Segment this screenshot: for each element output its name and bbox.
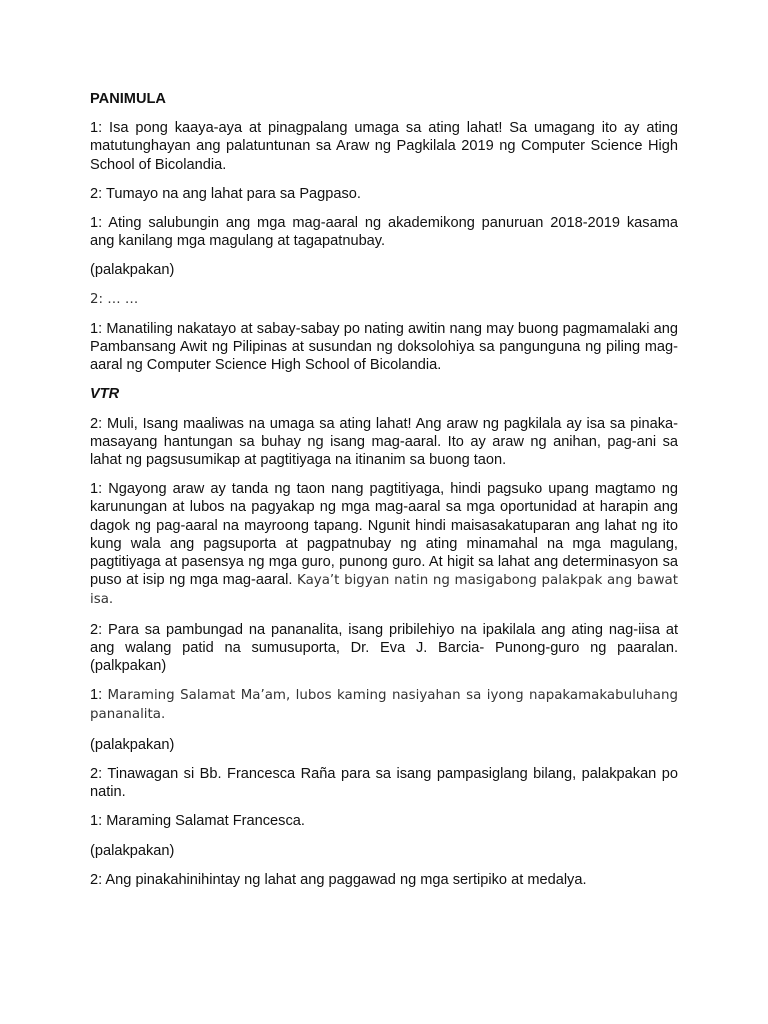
paragraph-awarding: 2: Ang pinakahinihintay ng lahat ang paggawad ng mga sertipiko at medalya. (90, 871, 587, 888)
paragraph-thanks-maam-rest: Maraming Salamat Ma’am, lubos kaming nasiyahan sa iyong napakamakabuluhang pananalita. (90, 688, 678, 723)
paragraph-welcome-students: 1: Ating salubungin ang mga mag-aaral ng akademikong panuruan 2018-2019 kasama ang kanilang mga magulang at tagapatnubay. (90, 215, 678, 250)
paragraph-national-anthem: 1: Manatiling nakatayo at sabay-sabay po nating awitin nang may buong pagmamalaki ang Pambansang Awit ng Pilipinas at susundan ng doksolohiya sa pangunguna ng piling mag-aaral ng Computer Science High School of Bicolandia. (90, 320, 678, 374)
paragraph-perseverance (90, 480, 678, 609)
paragraph-applause-3: (palakpakan) (90, 842, 175, 859)
paragraph-perseverance-tail: Kaya’t bigyan natin ng masigabong palakpak ang bawat isa. (90, 573, 678, 608)
paragraph-thanks-francesca: 1: Maraming Salamat Francesca. (90, 813, 305, 830)
document-page (90, 90, 678, 900)
paragraph-intermission-number: 2: Tinawagan si Bb. Francesca Raña para sa isang pampasiglang bilang, palakpakan po natin. (90, 765, 678, 801)
paragraph-stand-up: 2: Tumayo na ang lahat para sa Pagpaso. (90, 185, 361, 202)
paragraph-recognition-day: 2: Muli, Isang maaliwas na umaga sa ating lahat! Ang araw ng pagkilala ay isa sa pinaka-masayang hantungan sa buhay ng isang mag-aaral. Ito ay araw ng anihan, pag-ani sa lahat ng pagsusumikap at pagtitiyaga na itinanim sa buong taon. (90, 415, 678, 469)
paragraph-thanks-maam-lead: 1: (90, 687, 108, 704)
heading-vtr: VTR (90, 386, 120, 403)
paragraph-opening-greeting: 1: Isa pong kaaya-aya at pinagpalang umaga sa ating lahat! Sa umagang ito ay ating matutunghayan ang palatuntunan sa Araw ng Pagkilala 2019 ng Computer Science High School of Bicolandia. (90, 120, 678, 173)
paragraph-opening-remarks: 2: Para sa pambungad na pananalita, isang pribilehiyo na ipakilala ang ating nag-iisa at ang walang patid na sumusuporta, Dr. Eva J. Barcia- Punong-guro ng paaralan. (palkpakan) (90, 621, 678, 675)
paragraph-applause-1: (palakpakan) (90, 262, 175, 279)
heading-panimula: PANIMULA (90, 91, 166, 107)
paragraph-perseverance-main: 1: Ngayong araw ay tanda ng taon nang pagtitiyaga, hindi pagsuko upang magtamo ng karunungan at lubos na pagyakap ng mga mag-aaral sa mga oportunidad at harapin ang dagok ng pag-aaral na mayroong tapang. Ngunit hindi maisasakatuparan ang lahat ng ito kung wala ang pagsuporta at pagpatnubay ng ating minamahal na mga magulang, pagtitiyaga at pasensya ng mga guro, punong guro. At higit sa lahat ang determinasyon sa puso at isip ng mga mag-aaral. (90, 481, 678, 589)
paragraph-ellipsis: 2: … … (90, 291, 139, 307)
paragraph-thanks-maam (90, 686, 678, 724)
paragraph-applause-2: (palakpakan) (90, 736, 175, 753)
